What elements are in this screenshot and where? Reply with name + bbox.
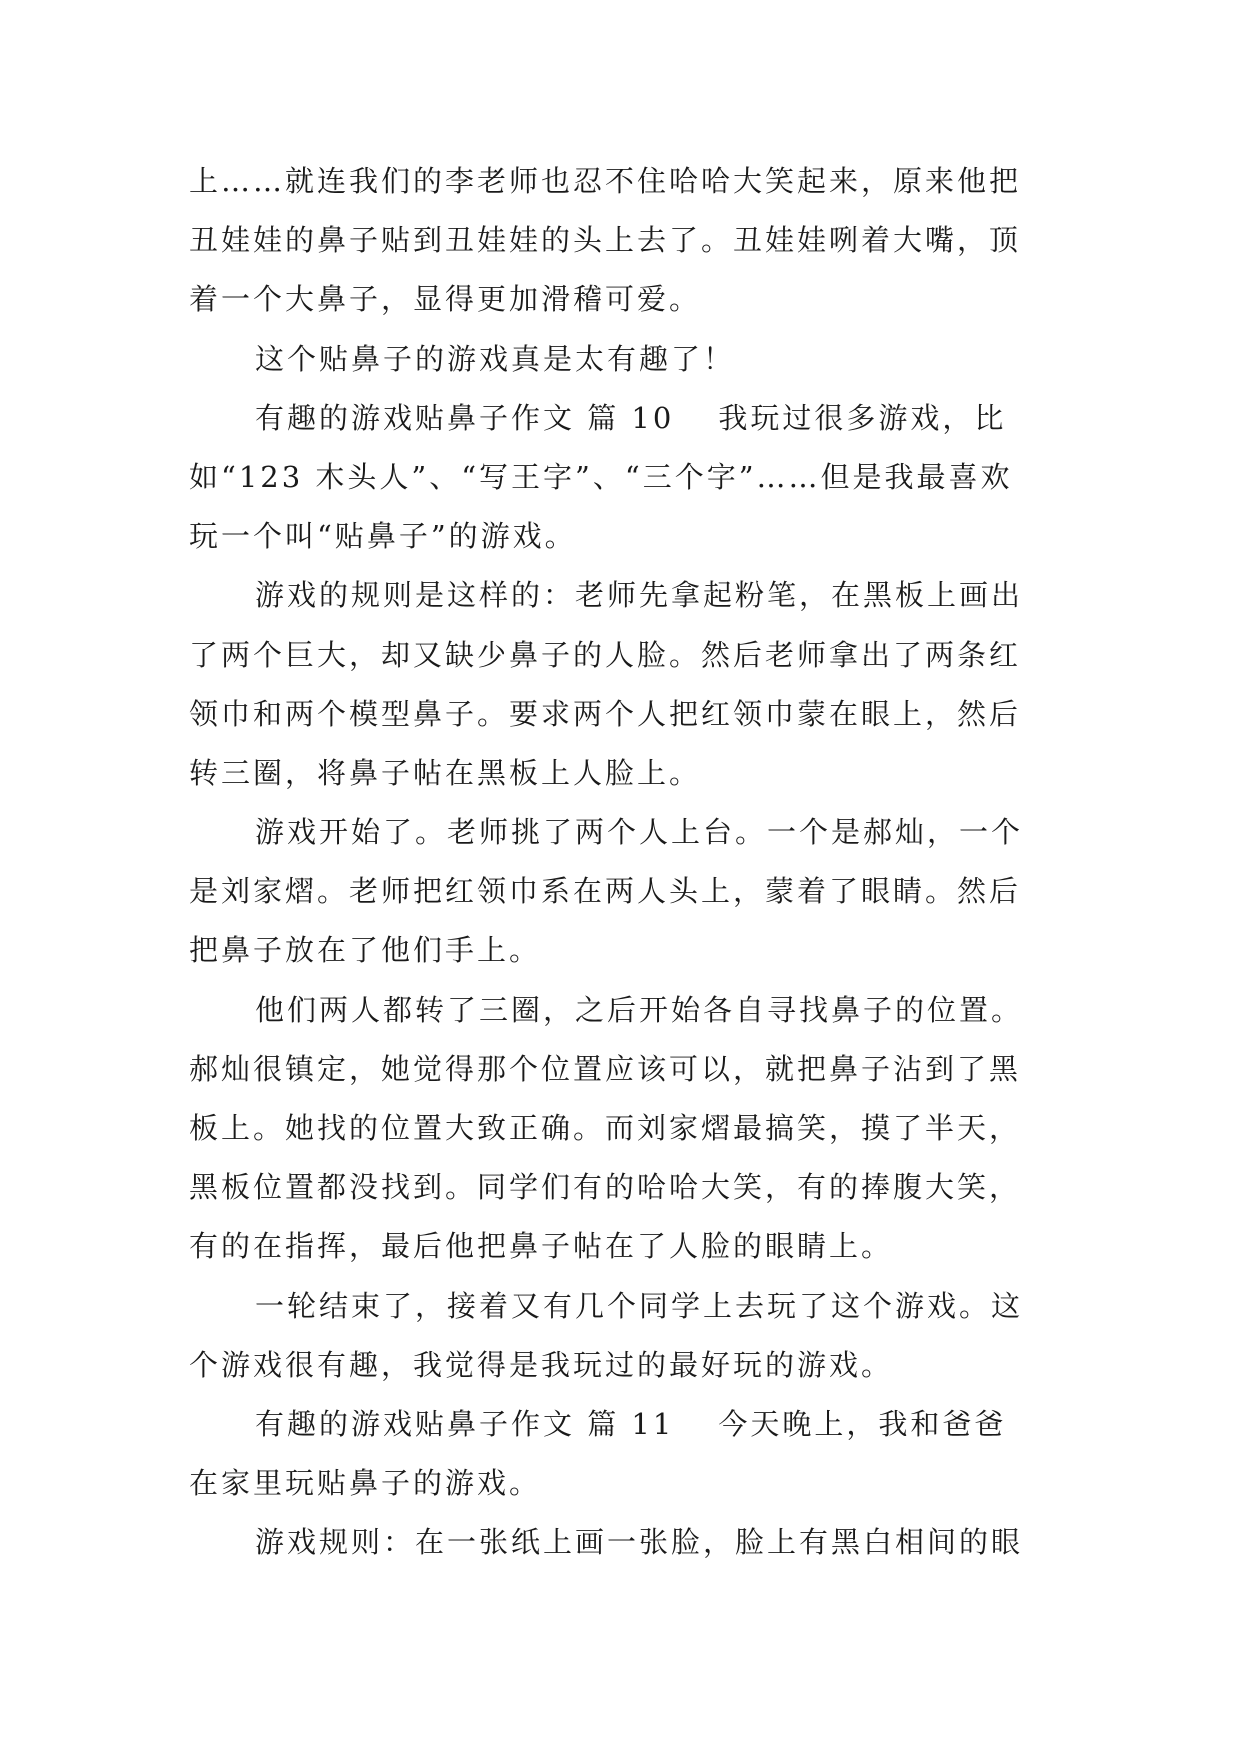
text-line-12: 游戏开始了。老师挑了两个人上台。一个是郝灿，一个	[255, 815, 1024, 850]
text-line-15: 他们两人都转了三圈，之后开始各自寻找鼻子的位置。	[255, 992, 1024, 1027]
text-line-14: 把鼻子放在了他们手上。	[189, 933, 542, 968]
text-line-17: 板上。她找的位置大致正确。而刘家熠最搞笑，摸了半天，	[189, 1111, 1022, 1145]
text-line-13: 是刘家熠。老师把红领巾系在两人头上，蒙着了眼睛。然后	[189, 874, 1022, 909]
text-line-3: 着一个大鼻子，显得更加滑稽可爱。	[189, 282, 702, 317]
essay-body	[189, 152, 1059, 1573]
text-line-18: 黑板位置都没找到。同学们有的哈哈大笑，有的捧腹大笑，	[189, 1170, 1022, 1205]
text-line-11: 转三圈，将鼻子帖在黑板上人脸上。	[189, 755, 702, 790]
text-line-10: 领巾和两个模型鼻子。要求两个人把红领巾蒙在眼上，然后	[189, 696, 1022, 731]
text-line-1: 上……就连我们的李老师也忍不住哈哈大笑起来，原来他把	[189, 164, 1022, 198]
text-line-16: 郝灿很镇定，她觉得那个位置应该可以，就把鼻子沾到了黑	[189, 1051, 1022, 1086]
text-line-20: 一轮结束了，接着又有几个同学上去玩了这个游戏。这	[255, 1288, 1024, 1323]
text-line-9: 了两个巨大，却又缺少鼻子的人脸。然后老师拿出了两条红	[189, 637, 1022, 672]
text-line-2: 丑娃娃的鼻子贴到丑娃娃的头上去了。丑娃娃咧着大嘴，顶	[189, 223, 1022, 258]
text-line-8: 游戏的规则是这样的：老师先拿起粉笔，在黑板上画出	[255, 578, 1024, 613]
heading-text: 有趣的游戏贴鼻子作文 篇 11	[255, 1406, 675, 1441]
text-line-4: 这个贴鼻子的游戏真是太有趣了！	[255, 341, 736, 376]
text-line-19: 有的在指挥，最后他把鼻子帖在了人脸的眼睛上。	[189, 1229, 894, 1264]
section-heading-11: 有趣的游戏贴鼻子作文 篇 11 今天晚上，我和爸爸	[255, 1406, 1007, 1441]
text-line-6: 如“123 木头人”、“写王字”、“三个字”……但是我最喜欢	[189, 459, 1013, 494]
text-line-21: 个游戏很有趣，我觉得是我玩过的最好玩的游戏。	[189, 1347, 894, 1382]
heading-text: 有趣的游戏贴鼻子作文 篇 10	[255, 400, 675, 435]
text-line-23: 在家里玩贴鼻子的游戏。	[189, 1466, 542, 1501]
section-heading-10: 有趣的游戏贴鼻子作文 篇 10 我玩过很多游戏，比	[255, 400, 1007, 435]
text-line-24: 游戏规则：在一张纸上画一张脸，脸上有黑白相间的眼	[255, 1525, 1024, 1560]
text-line-7: 玩一个叫“贴鼻子”的游戏。	[189, 519, 577, 554]
